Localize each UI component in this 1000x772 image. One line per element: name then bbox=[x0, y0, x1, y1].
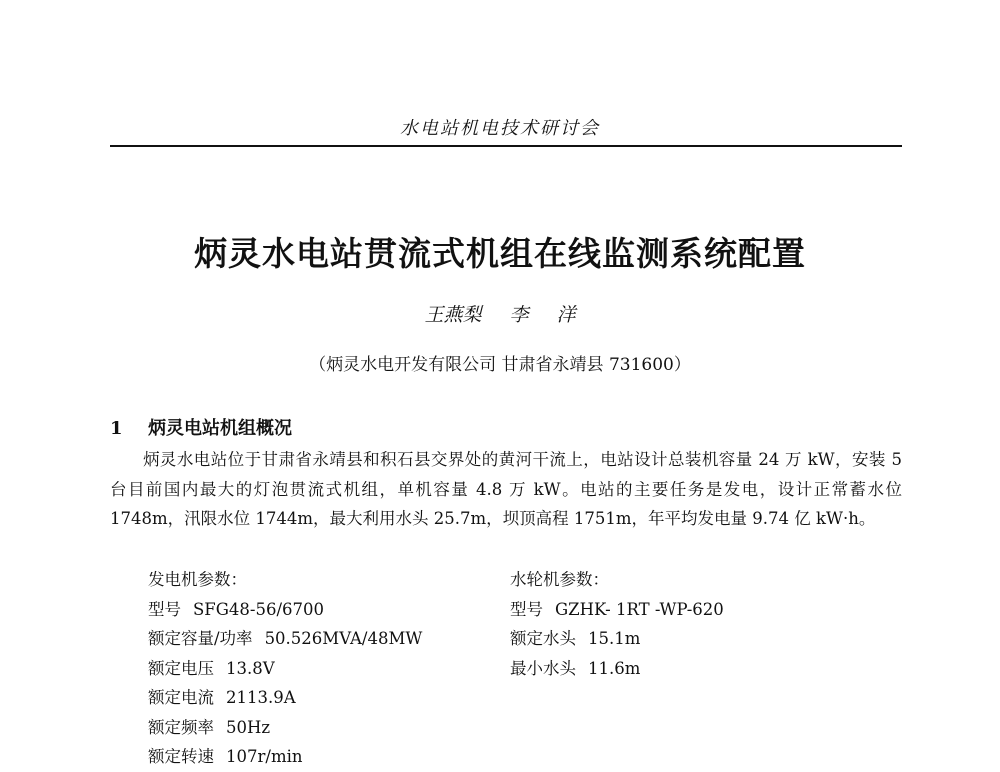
param-row bbox=[148, 654, 422, 684]
generator-params-heading: 发电机参数： bbox=[148, 570, 247, 589]
param-row bbox=[510, 624, 724, 654]
running-header: 水电站机电技术研讨会 bbox=[400, 118, 600, 139]
param-key: 额定容量/功率 bbox=[148, 629, 253, 648]
param-key: 型号 bbox=[510, 599, 543, 619]
authors: 王燕梨 李 洋 bbox=[424, 304, 576, 326]
param-value: 15.1m bbox=[588, 629, 641, 648]
param-key: 额定电流 bbox=[148, 688, 214, 707]
param-value: 2113.9A bbox=[226, 688, 296, 707]
param-row bbox=[148, 713, 422, 743]
param-row bbox=[148, 683, 422, 713]
param-key: 额定电压 bbox=[148, 658, 214, 678]
param-value: GZHK- 1RT -WP-620 bbox=[555, 599, 724, 619]
param-key: 最小水头 bbox=[510, 658, 576, 678]
turbine-params-heading: 水轮机参数： bbox=[510, 570, 609, 589]
section-heading bbox=[110, 414, 292, 440]
param-row bbox=[148, 742, 422, 772]
param-value: 50.526MVA/48MW bbox=[264, 629, 423, 648]
param-key: 型号 bbox=[148, 599, 181, 619]
param-row bbox=[148, 595, 422, 625]
param-key: 额定转速 bbox=[148, 747, 214, 766]
param-value: 50Hz bbox=[226, 717, 271, 737]
param-row bbox=[510, 654, 724, 684]
param-value: 107r/min bbox=[226, 747, 303, 766]
param-value: 11.6m bbox=[588, 658, 641, 678]
param-key: 额定频率 bbox=[148, 717, 214, 737]
turbine-params bbox=[510, 565, 724, 683]
section-title: 炳灵电站机组概况 bbox=[148, 418, 292, 439]
param-row bbox=[148, 624, 422, 654]
param-row bbox=[510, 595, 724, 625]
body-paragraph: 炳灵水电站位于甘肃省永靖县和积石县交界处的黄河干流上，电站设计总装机容量 24 万 kW，安装 5 台目前国内最大的灯泡贯流式机组，单机容量 4.8 万 kW。电站的主要任务是发电，设计正常蓄水位 1748m，汛限水位 1744m，最大利用水头 25.7m，坝顶高程 1751m，年平均发电量 9.74 亿 kW·h。 bbox=[110, 450, 902, 528]
affiliation: （炳灵水电开发有限公司 甘肃省永靖县 731600） bbox=[309, 355, 691, 375]
generator-params bbox=[148, 565, 422, 772]
param-key: 额定水头 bbox=[510, 629, 576, 648]
paper-title: 炳灵水电站贯流式机组在线监测系统配置 bbox=[194, 234, 806, 273]
param-value: 13.8V bbox=[226, 658, 275, 678]
param-value: SFG48-56/6700 bbox=[193, 599, 325, 619]
header-rule bbox=[110, 145, 902, 147]
section-number: 1 bbox=[110, 418, 123, 439]
